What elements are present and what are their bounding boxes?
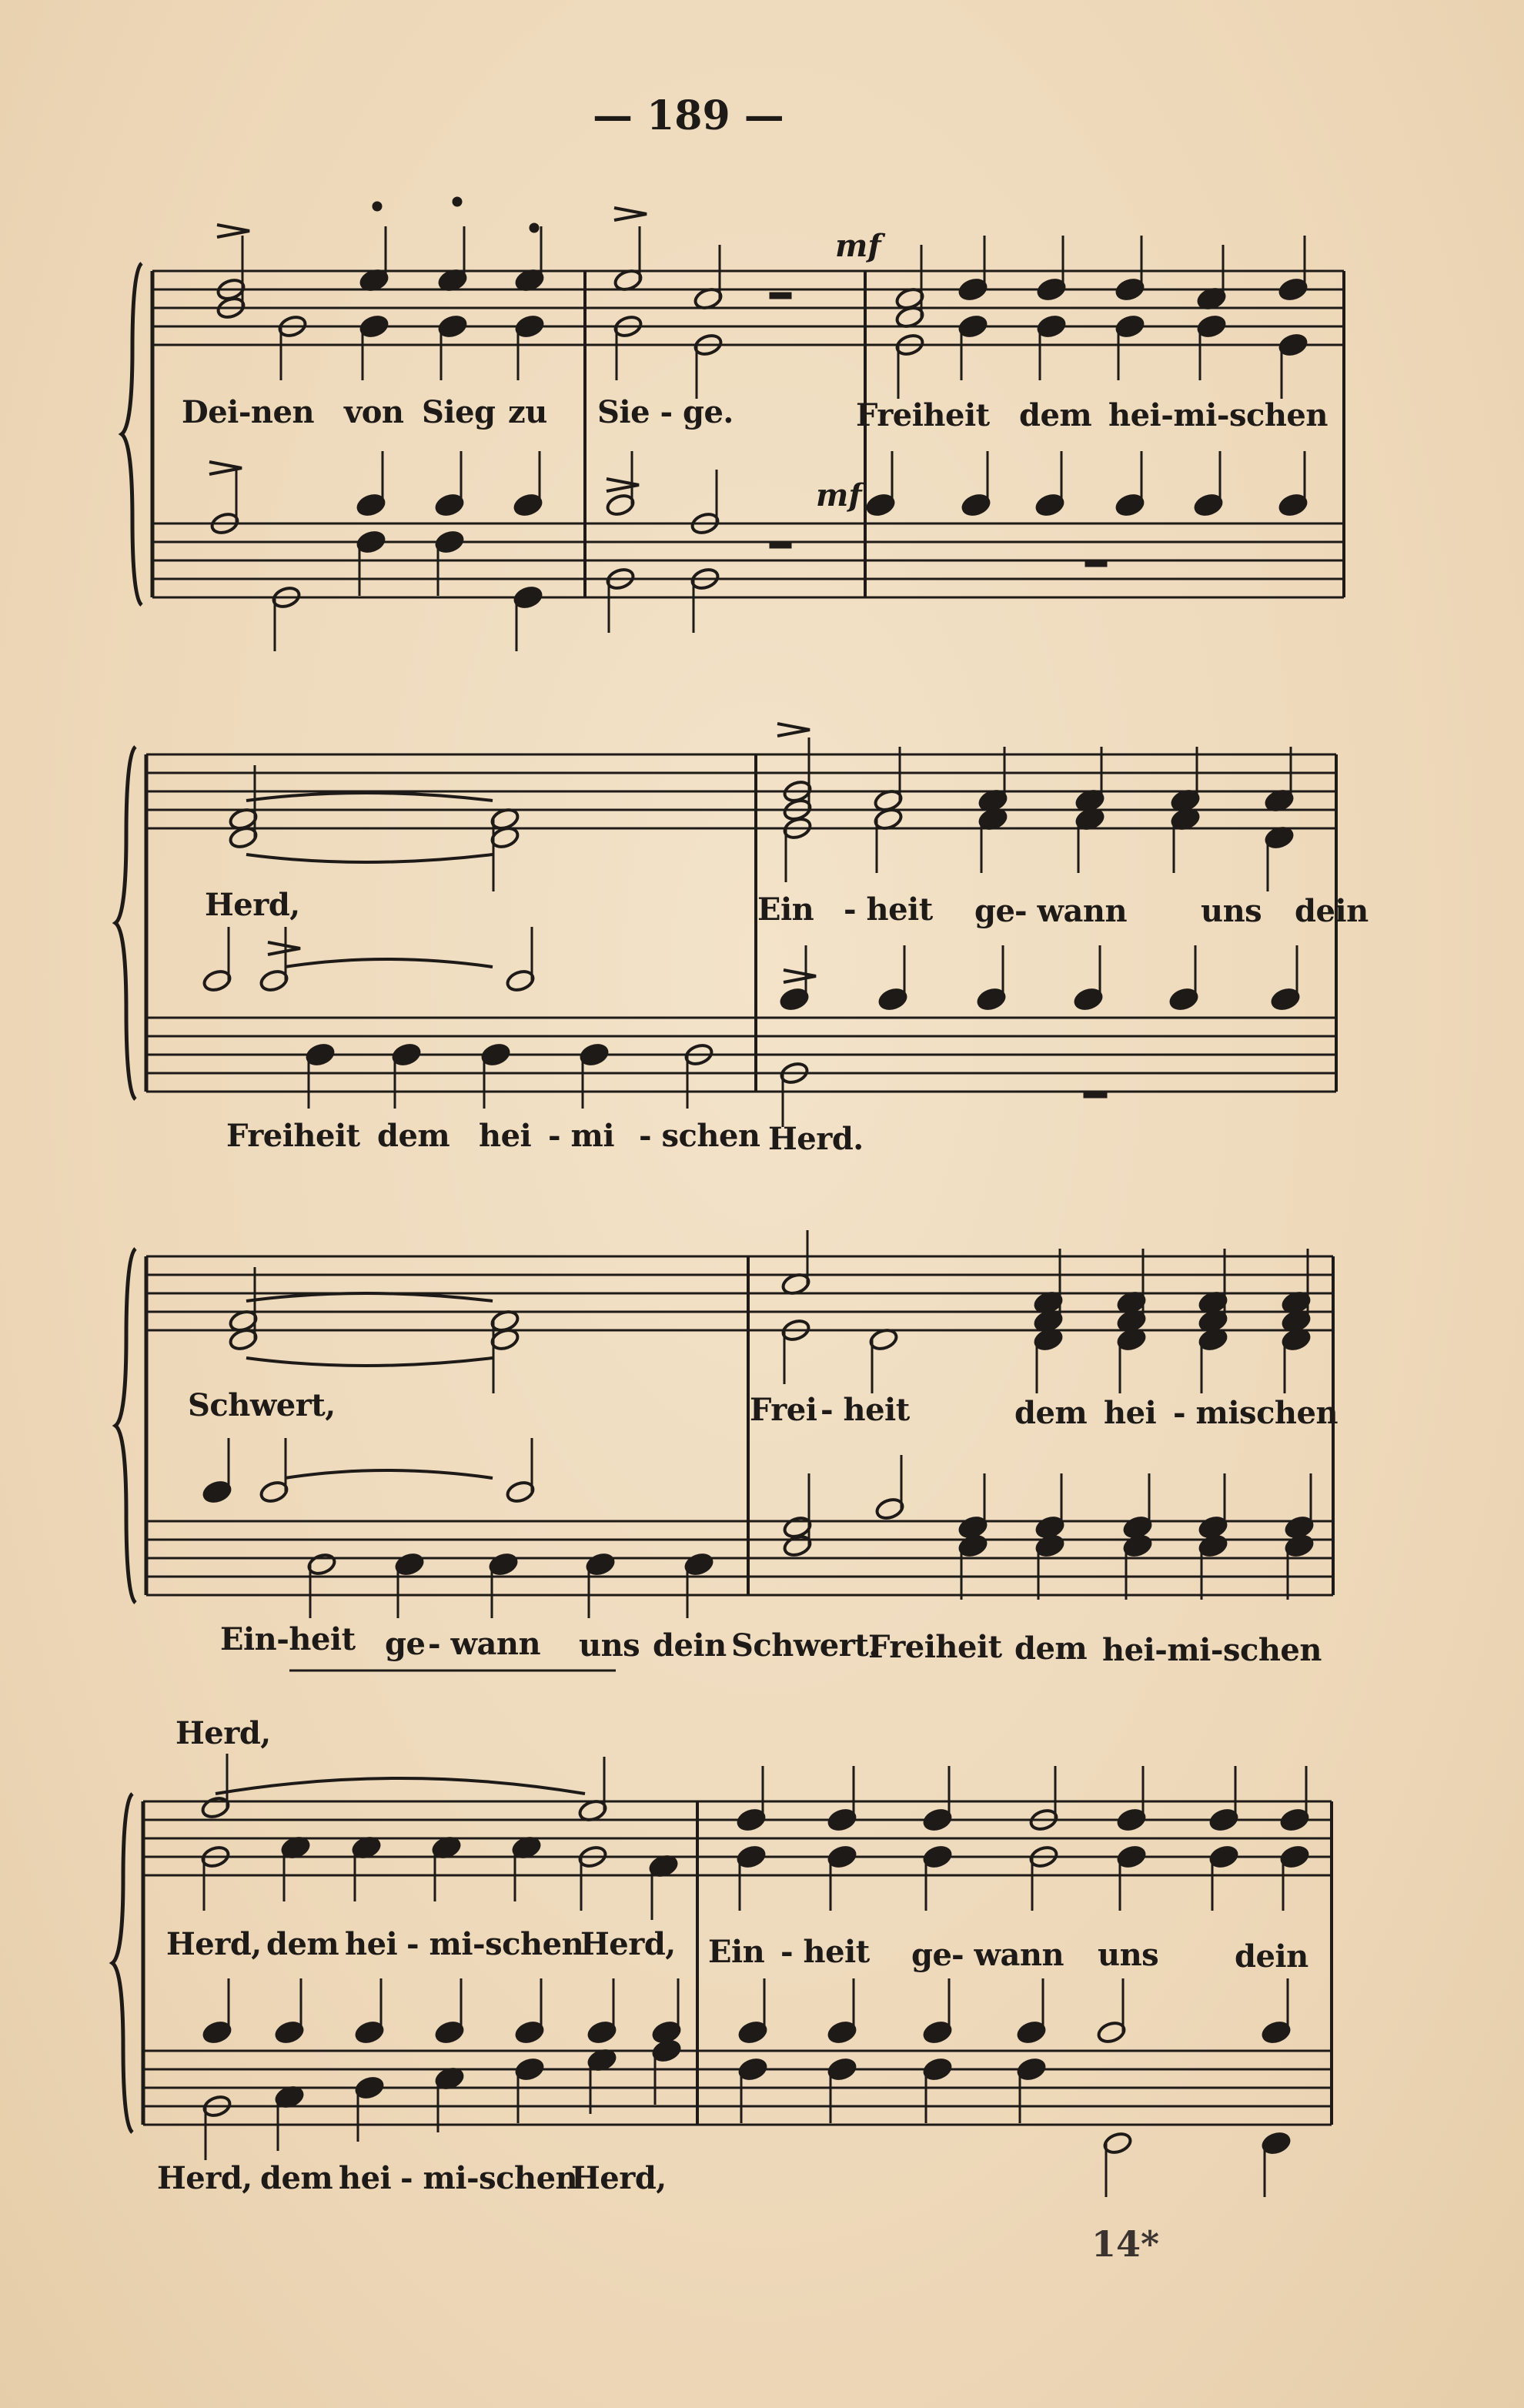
rest bbox=[1084, 1092, 1107, 1098]
rest bbox=[770, 293, 791, 299]
lyric: Frei bbox=[750, 1392, 817, 1428]
lyric: hei bbox=[345, 1926, 398, 1962]
lyric: dein bbox=[653, 1627, 727, 1664]
lyric: hei bbox=[1104, 1395, 1157, 1431]
lyric: Freiheit bbox=[226, 1118, 360, 1154]
lyric: uns bbox=[1201, 893, 1262, 929]
barlines bbox=[143, 271, 1344, 2125]
staccato-dot bbox=[373, 202, 382, 211]
brace bbox=[122, 263, 142, 605]
notes bbox=[200, 197, 1314, 2197]
brace bbox=[115, 1249, 135, 1603]
brace bbox=[115, 747, 135, 1099]
lyric: hei bbox=[339, 2160, 392, 2196]
accent-mark bbox=[784, 970, 816, 982]
lyric: Ein-heit bbox=[220, 1621, 356, 1657]
lyric: dem bbox=[1019, 397, 1092, 433]
lyric: dem bbox=[260, 2160, 333, 2196]
braces bbox=[112, 263, 142, 2132]
tie bbox=[216, 1778, 585, 1794]
lyric: hei-mi-schen bbox=[1108, 397, 1328, 433]
accent-mark bbox=[607, 479, 639, 491]
staccato-dot bbox=[530, 223, 539, 232]
lyric: - heit bbox=[780, 1934, 870, 1970]
tie bbox=[246, 855, 493, 862]
lyric: Herd. bbox=[768, 1121, 864, 1157]
tie bbox=[285, 959, 493, 967]
lyric: - mi bbox=[548, 1118, 615, 1154]
page-number: — 189 — bbox=[593, 92, 784, 139]
tie bbox=[285, 1470, 493, 1478]
rest bbox=[770, 542, 791, 548]
lyric: dein bbox=[1295, 893, 1369, 929]
accent-mark bbox=[268, 942, 300, 955]
lyric: Ein bbox=[757, 891, 814, 928]
lyric: von bbox=[344, 394, 404, 430]
lyric: ge bbox=[911, 1937, 952, 1973]
lyric: - mi-schen bbox=[406, 1926, 584, 1962]
lyric: Dei-nen bbox=[182, 394, 315, 430]
lyric: Herd, bbox=[571, 2160, 667, 2196]
lyric: - wann bbox=[951, 1937, 1064, 1973]
lyric: Herd, bbox=[157, 2160, 252, 2196]
staff-lines bbox=[143, 271, 1344, 2125]
lyric: dein bbox=[1235, 1938, 1308, 1975]
lyric: dem bbox=[377, 1118, 450, 1154]
tie bbox=[246, 1358, 493, 1366]
lyric: Freiheit bbox=[856, 397, 990, 433]
lyric: Schwert, bbox=[188, 1387, 336, 1423]
lyric: hei-mi-schen bbox=[1102, 1632, 1322, 1668]
lyric: - schen bbox=[639, 1118, 760, 1154]
lyric: Freiheit bbox=[868, 1629, 1002, 1665]
footer-signature-mark: 14* bbox=[1091, 2223, 1160, 2265]
staccato-dot bbox=[453, 197, 462, 206]
lyric: uns bbox=[1098, 1937, 1159, 1973]
dynamic-mf-lower: mf bbox=[816, 477, 862, 513]
lyric: - mischen bbox=[1173, 1395, 1339, 1431]
lyric: dem bbox=[266, 1926, 339, 1962]
lyric: - wann bbox=[1014, 893, 1128, 929]
accent-mark bbox=[777, 724, 810, 736]
lyric: zu bbox=[508, 394, 547, 430]
lyric: - heit bbox=[820, 1392, 910, 1428]
lyric: - wann bbox=[428, 1626, 541, 1662]
lyric: uns bbox=[579, 1627, 640, 1664]
lyric: dem bbox=[1014, 1630, 1088, 1667]
lyric: Sie - ge. bbox=[597, 394, 734, 430]
lyric: Herd, bbox=[580, 1926, 676, 1962]
lyric: dem bbox=[1014, 1395, 1088, 1431]
lyric: hei bbox=[479, 1118, 532, 1154]
brace bbox=[112, 1794, 132, 2132]
lyric: Herd, bbox=[166, 1926, 262, 1962]
lyric: ge bbox=[974, 893, 1015, 929]
tie bbox=[246, 793, 493, 801]
dynamic-mf-upper: mf bbox=[835, 228, 881, 264]
lyric: ge bbox=[385, 1626, 426, 1662]
lyric: Herd, bbox=[175, 1715, 271, 1751]
accent-mark bbox=[217, 225, 249, 237]
lyric: Herd, bbox=[205, 887, 300, 923]
lyric: Ein bbox=[708, 1934, 765, 1970]
lyric: Sieg bbox=[422, 394, 496, 430]
accent-mark bbox=[614, 208, 647, 220]
lyric: - heit bbox=[844, 891, 933, 928]
lyric: - mi-schen bbox=[400, 2160, 578, 2196]
rest bbox=[1085, 560, 1107, 567]
lyric: Schwert. bbox=[731, 1627, 879, 1664]
